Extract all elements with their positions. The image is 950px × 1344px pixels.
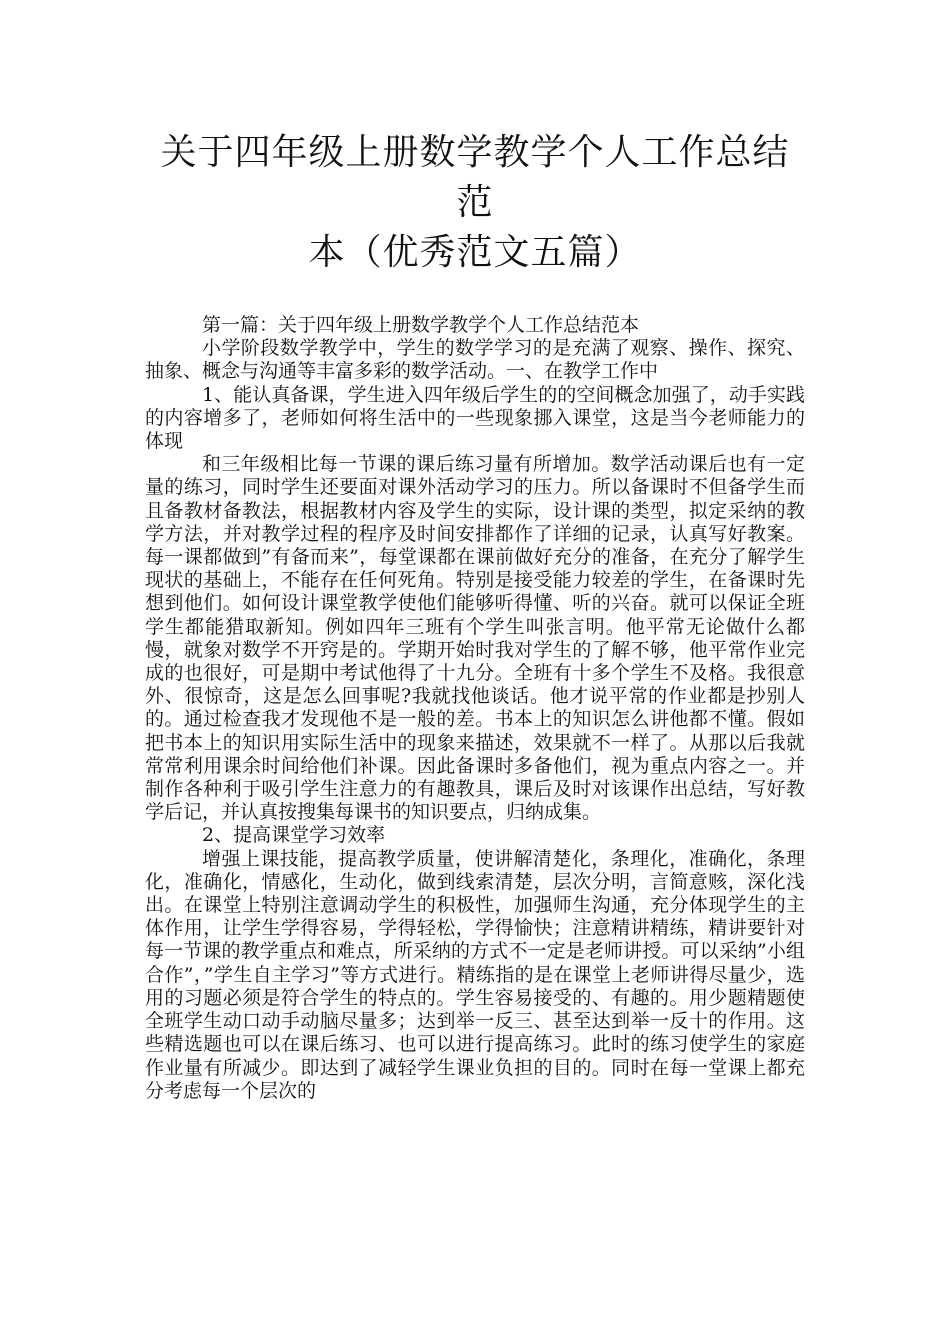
paragraph: 小学阶段数学教学中，学生的数学学习的是充满了观察、操作、探究、抽象、概念与沟通等丰富多彩的数学活动。一、在教学工作中 — [145, 337, 805, 383]
paragraph: 增强上课技能，提高教学质量，使讲解清楚化，条理化，准确化，条理化，准确化，情感化，生动化，做到线索清楚，层次分明，言简意赅，深化浅出。在课堂上特别注意调动学生的积极性，加强师生沟通，充分体现学生的主体作用，让学生学得容易，学得轻松，学得愉快；注意精讲精练，精讲要针对每一节课的教学重点和难点，所采纳的方式不一定是老师讲授。可以采纳”小组合作”，”学生自主学习”等方式进行。精练指的是在课堂上老师讲得尽量少，选用的习题必须是符合学生的特点的。学生容易接受的、有趣的。用少题精题使全班学生动口动手动脑尽量多；达到举一反三、甚至达到举一反十的作用。这些精选题也可以在课后练习、也可以进行提高练习。此时的练习使学生的家庭作业量有所减少。即达到了减轻学生课业负担的目的。同时在每一堂课上都充分考虑每一个层次的 — [145, 847, 805, 1102]
subheading: 2、提高课堂学习效率 — [202, 824, 386, 847]
title-line-2: 本（优秀范文五篇） — [308, 232, 642, 273]
document-body — [145, 314, 805, 1103]
document-page — [145, 128, 805, 1103]
document-title — [145, 128, 805, 278]
paragraph: 1、能认真备课，学生进入四年级后学生的的空间概念加强了，动手实践的内容增多了，老师如何将生活中的一些现象挪入课堂，这是当今老师能力的体现 — [145, 383, 805, 453]
section-heading: 第一篇：关于四年级上册数学教学个人工作总结范本 — [202, 314, 640, 336]
title-line-1: 关于四年级上册数学教学个人工作总结范 — [160, 132, 790, 223]
paragraph: 和三年级相比每一节课的课后练习量有所增加。数学活动课后也有一定量的练习，同时学生还要面对课外活动学习的压力。所以备课时不但备学生而且备教材备教法，根据教材内容及学生的实际，设计课的类型，拟定采纳的教学方法，并对教学过程的程序及时间安排都作了详细的记录，认真写好教案。每一课都做到”有备而来”，每堂课都在课前做好充分的准备，在充分了解学生现状的基础上，不能存在任何死角。特别是接受能力较差的学生，在备课时先想到他们。如何设计课堂教学使他们能够听得懂、听的兴奋。就可以保证全班学生都能猎取新知。例如四年三班有个学生叫张言明。他平常无论做什么都慢，就象对数学不开窍是的。学期开始时我对学生的了解不够，他平常作业完成的也很好，可是期中考试他得了十九分。全班有十多个学生不及格。我很意外、很惊奇，这是怎么回事呢?我就找他谈话。他才说平常的作业都是抄别人的。通过检查我才发现他不是一般的差。书本上的知识怎么讲他都不懂。假如把书本上的知识用实际生活中的现象来描述，效果就不一样了。从那以后我就常常利用课余时间给他们补课。因此备课时多备他们，视为重点内容之一。并制作各种利于吸引学生注意力的有趣教具，课后及时对该课作出总结，写好教学后记，并认真按搜集每课书的知识要点，归纳成集。 — [145, 453, 805, 824]
